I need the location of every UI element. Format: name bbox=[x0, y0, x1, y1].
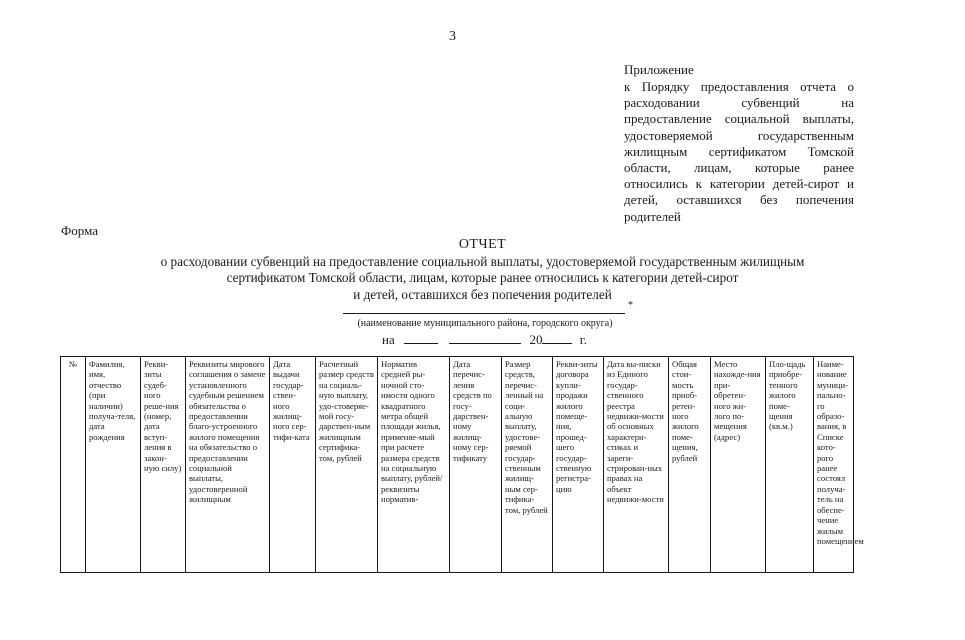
appendix-text: к Порядку предоставления отчета о расходовании субвенций на предоставление социальной выплаты, удостоверяемой государственным жилищным сертификатом Томской области, лицам, которые ранее относились к категории детей-сирот и детей, оставшихся без попечения родителей bbox=[624, 79, 854, 224]
period-suffix: г. bbox=[579, 332, 587, 347]
municipality-caption: (наименование муниципального района, городского округа) bbox=[357, 318, 613, 329]
col-header-number: № bbox=[61, 357, 86, 573]
col-header-purchase-contract: Рекви-зиты договора купли-продажи жилого помеще-ния, прошед-шего государ-ственную регистра-цию bbox=[553, 357, 604, 573]
period-year-blank bbox=[542, 331, 572, 344]
report-title: ОТЧЕТ bbox=[458, 237, 507, 252]
period-year-prefix: 20 bbox=[529, 332, 543, 347]
col-header-certificate-date: Дата выдачи государ-ствен-ного жилищ-ного сер-тифи-ката bbox=[270, 357, 316, 573]
period-month-blank bbox=[449, 331, 521, 344]
col-header-settlement: Реквизиты мирового соглашения о замене установленного судебным решением обязательства о предоставлении благо-устроенного жилого помещения на обязательство о предоставлении социальной выплаты, удостоверенной жилищным bbox=[186, 357, 270, 573]
form-label: Форма bbox=[61, 223, 98, 238]
table-header-row bbox=[61, 357, 854, 573]
report-subtitle bbox=[120, 254, 845, 303]
report-table bbox=[60, 356, 864, 573]
period-day-blank bbox=[404, 331, 438, 344]
report-period bbox=[382, 331, 587, 348]
col-header-price-norm: Норматив средней ры-ночной сто-имости одного квадратного метра общей площади жилья, применяе-мый при расчете размера средств на социальную выплату, рублей/ реквизиты норматив- bbox=[378, 357, 450, 573]
page-number: 3 bbox=[449, 29, 456, 44]
col-header-municipality: Наиме-нование муници-пально-го образо-вания, в Списке кото-рого ранее состоял получа-тель на обеспе-чение жилым помещением bbox=[814, 357, 854, 573]
municipality-line bbox=[343, 313, 625, 314]
col-header-calculated-amount: Расчетный размер средств на социаль-ную выплату, удо-стоверяе-мой госу-дарствен-ным жилищным сертифика-том, рублей bbox=[316, 357, 378, 573]
report-subtitle-line-1: о расходовании субвенций на предоставление социальной выплаты, удостоверяемой государственным жилищным bbox=[160, 254, 805, 269]
col-header-registry-extract: Дата вы-писки из Единого государ-ственного реестра недвижи-мости об основных характери-стиках и зареги-стрирован-ных правах на объект недвижи-мости bbox=[604, 357, 669, 573]
report-subtitle-line-3: и детей, оставшихся без попечения родителей bbox=[353, 286, 612, 302]
col-header-transfer-date: Дата перечис-ления средств по госу-дарствен-ному жилищ-ному сер-тификату bbox=[450, 357, 502, 573]
col-header-recipient: Фамилия, имя, отчество (при наличии) получа-теля, дата рождения bbox=[86, 357, 141, 573]
col-header-area: Пло-щадь приобре-тенного жилого поме-щения (кв.м.) bbox=[766, 357, 814, 573]
period-prefix: на bbox=[382, 332, 395, 347]
col-header-court-decision: Рекви-зиты судеб-ного реше-ния (номер, дата вступ-ления в закон-ную силу) bbox=[141, 357, 186, 573]
report-subtitle-line-2: сертификатом Томской области, лицам, которые ранее относились к категории детей-сирот bbox=[226, 270, 739, 286]
col-header-transferred-amount: Размер средств, перечис-ленный на соци-альную выплату, удостове-ряемой государ-ственным жилищ-ным сер-тифика-том, рублей bbox=[502, 357, 553, 573]
appendix-title: Приложение bbox=[624, 62, 694, 77]
col-header-total-cost: Общая стои-мость приоб-ретен-ного жилого поме-щения, рублей bbox=[669, 357, 711, 573]
col-header-address: Место нахожде-ния при-обретен-ного жи-лого по-мещения (адрес) bbox=[711, 357, 766, 573]
municipality-footnote-mark: * bbox=[628, 300, 633, 311]
